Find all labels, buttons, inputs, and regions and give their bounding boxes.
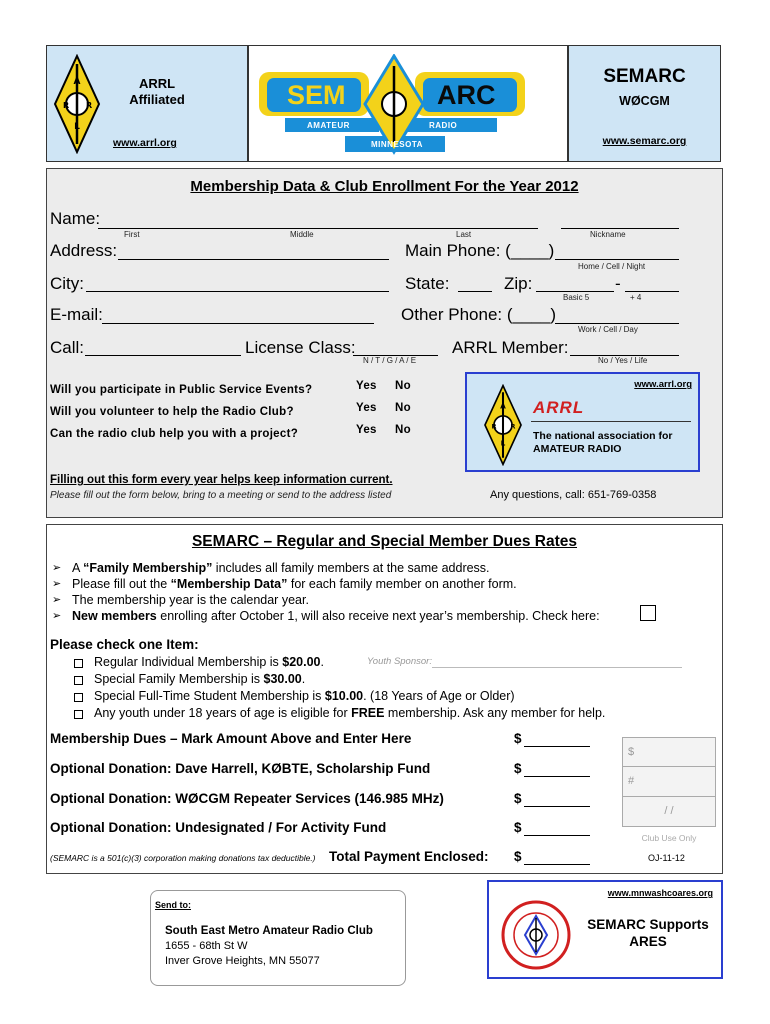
email-label: E-mail: bbox=[50, 305, 103, 324]
bullet-item: ➢ The membership year is the calendar year. bbox=[48, 592, 718, 608]
club-use-label: Club Use Only bbox=[641, 833, 697, 843]
club-use-box bbox=[622, 737, 716, 849]
email-input-line[interactable] bbox=[102, 323, 374, 324]
check-one-heading: Please check one Item: bbox=[50, 637, 199, 652]
arrl-association-box bbox=[465, 372, 700, 472]
dollar-sign: $ bbox=[514, 849, 522, 864]
logo-sem-text: SEM bbox=[287, 80, 346, 110]
semarc-url-link[interactable]: www.semarc.org bbox=[602, 135, 687, 147]
repeater-donation-amount[interactable] bbox=[524, 806, 590, 807]
repeater-donation-label: Optional Donation: WØCGM Repeater Services (146.985 MHz) bbox=[50, 791, 444, 806]
form-instructions: Please fill out the form below, bring to a meeting or send to the address listed bbox=[50, 490, 392, 501]
license-class-label: License Class: bbox=[245, 338, 356, 357]
form-note: Filling out this form every year helps keep information current. bbox=[50, 474, 393, 486]
svg-text:R: R bbox=[510, 422, 516, 431]
other-phone-hint: Work / Cell / Day bbox=[578, 325, 638, 334]
ares-line2: ARES bbox=[629, 934, 667, 949]
no-option[interactable]: No bbox=[395, 402, 411, 414]
ares-line1: SEMARC Supports bbox=[587, 917, 709, 932]
zip-input-line[interactable] bbox=[536, 291, 614, 292]
membership-dues-label: Membership Dues – Mark Amount Above and Enter Here bbox=[50, 731, 412, 746]
dollar-sign: $ bbox=[514, 761, 522, 776]
form-code: OJ-11-12 bbox=[648, 853, 685, 863]
membership-dues-amount[interactable] bbox=[524, 746, 590, 747]
city-input-line[interactable] bbox=[86, 291, 389, 292]
send-to-label: Send to: bbox=[155, 900, 191, 910]
arrl-diamond-icon bbox=[483, 384, 523, 466]
volunteer-questions bbox=[50, 380, 430, 446]
arrl-diamond-icon bbox=[53, 54, 101, 154]
question-row bbox=[50, 424, 430, 446]
ares-support-box bbox=[487, 880, 723, 979]
last-name-hint: Last bbox=[456, 230, 472, 239]
total-payment-amount[interactable] bbox=[524, 864, 590, 865]
semarc-logo-panel bbox=[248, 45, 568, 162]
zip4-input-line[interactable] bbox=[625, 291, 679, 292]
arrl-url-link[interactable]: www.arrl.org bbox=[113, 137, 177, 149]
nickname-input-line[interactable] bbox=[561, 228, 679, 229]
question-text: Will you participate in Public Service Events? bbox=[50, 384, 313, 396]
other-phone-label: Other Phone: (____) bbox=[401, 305, 556, 324]
send-org-name: South East Metro Amateur Radio Club bbox=[165, 925, 373, 937]
first-name-hint: First bbox=[124, 230, 140, 239]
logo-amateur-text: AMATEUR bbox=[307, 121, 350, 130]
main-phone-hint: Home / Cell / Night bbox=[578, 262, 646, 271]
send-street: 1655 - 68th St W bbox=[165, 940, 248, 952]
activity-donation-label: Optional Donation: Undesignated / For Activity Fund bbox=[50, 820, 387, 835]
semarc-name: SEMARC bbox=[603, 66, 686, 87]
address-label: Address: bbox=[50, 241, 118, 260]
send-to-box bbox=[150, 890, 406, 986]
state-input-line[interactable] bbox=[458, 291, 492, 292]
activity-donation-amount[interactable] bbox=[524, 835, 590, 836]
no-option[interactable]: No bbox=[395, 380, 411, 392]
call-label: Call: bbox=[50, 338, 85, 357]
svg-text:R: R bbox=[491, 422, 497, 431]
youth-sponsor-label: Youth Sponsor: bbox=[367, 656, 432, 667]
name-input-line[interactable] bbox=[98, 228, 538, 229]
arrl-affiliated-panel bbox=[46, 45, 248, 162]
send-city: Inver Grove Heights, MN 55077 bbox=[165, 955, 320, 967]
state-label: State: bbox=[405, 274, 450, 293]
scholarship-donation-amount[interactable] bbox=[524, 776, 590, 777]
no-option[interactable]: No bbox=[395, 424, 411, 436]
arrl-label: ARRL bbox=[138, 76, 176, 91]
arrl-box-url-link[interactable]: www.arrl.org bbox=[634, 379, 692, 390]
ares-support-text bbox=[577, 916, 719, 950]
club-amount-cell: $ bbox=[622, 737, 716, 767]
semarc-callsign: WØCGM bbox=[619, 94, 670, 108]
city-label: City: bbox=[50, 274, 84, 293]
question-text: Can the radio club help you with a project? bbox=[50, 428, 299, 440]
svg-text:L: L bbox=[74, 122, 80, 132]
svg-text:A: A bbox=[73, 77, 81, 87]
youth-sponsor-line[interactable] bbox=[432, 667, 682, 668]
dollar-sign: $ bbox=[514, 820, 522, 835]
question-text: Will you volunteer to help the Radio Club? bbox=[50, 406, 294, 418]
zip-label: Zip: bbox=[504, 274, 533, 293]
middle-name-hint: Middle bbox=[290, 230, 314, 239]
ares-url-link[interactable]: www.mnwashcoares.org bbox=[607, 888, 713, 898]
dollar-sign: $ bbox=[514, 791, 522, 806]
arrl-box-tagline: The national association for bbox=[533, 430, 673, 442]
total-payment-label: Total Payment Enclosed: bbox=[329, 849, 489, 864]
main-phone-input-line[interactable] bbox=[555, 259, 679, 260]
name-label: Name: bbox=[50, 209, 101, 228]
ares-seal-icon bbox=[501, 900, 571, 970]
question-row bbox=[50, 380, 430, 402]
new-member-checkbox[interactable] bbox=[640, 605, 656, 621]
dues-title: SEMARC – Regular and Special Member Dues Rates bbox=[191, 533, 578, 550]
zip-basic-hint: Basic 5 bbox=[563, 293, 590, 302]
logo-radio-text: RADIO bbox=[429, 121, 458, 130]
logo-arc-text: ARC bbox=[437, 80, 496, 110]
membership-option[interactable]: Special Family Membership is $30.00. bbox=[48, 671, 718, 688]
dollar-sign: $ bbox=[514, 731, 522, 746]
yes-option[interactable]: Yes bbox=[356, 424, 377, 436]
arrl-affiliated-text bbox=[127, 76, 187, 108]
membership-option[interactable]: Regular Individual Membership is $20.00. bbox=[48, 654, 718, 671]
contact-phone: Any questions, call: 651-769-0358 bbox=[490, 489, 657, 501]
arrl-box-name: ARRL bbox=[533, 398, 585, 417]
club-number-cell: # bbox=[622, 767, 716, 797]
call-input-line[interactable] bbox=[85, 355, 241, 356]
nickname-hint: Nickname bbox=[590, 230, 626, 239]
arrl-member-hint: No / Yes / Life bbox=[598, 356, 648, 365]
svg-text:R: R bbox=[63, 101, 70, 110]
form-title: Membership Data & Club Enrollment For the Year 2012 bbox=[190, 178, 579, 195]
membership-option[interactable]: Special Full-Time Student Membership is $10.00. (18 Years of Age or Older) bbox=[48, 688, 718, 705]
zip-plus4-hint: + 4 bbox=[630, 293, 642, 302]
address-input-line[interactable] bbox=[118, 259, 389, 260]
main-phone-label: Main Phone: (____) bbox=[405, 241, 555, 260]
tax-deductible-note: (SEMARC is a 501(c)(3) corporation making donations tax deductible.) bbox=[50, 853, 316, 863]
affiliated-label: Affiliated bbox=[129, 92, 185, 107]
arrl-box-amateur-radio: AMATEUR RADIO bbox=[533, 443, 622, 455]
bullet-item: ➢ New members enrolling after October 1, will also receive next year’s membership. Check here: bbox=[48, 608, 718, 624]
bullet-item: ➢ A “Family Membership” includes all family members at the same address. bbox=[48, 560, 718, 576]
question-row bbox=[50, 402, 430, 424]
yes-option[interactable]: Yes bbox=[356, 380, 377, 392]
bullet-item: ➢ Please fill out the “Membership Data” for each family member on another form. bbox=[48, 576, 718, 592]
arrl-member-label: ARRL Member: bbox=[452, 338, 569, 357]
membership-option[interactable]: Any youth under 18 years of age is eligible for FREE membership. Ask any member for help. bbox=[48, 705, 718, 722]
other-phone-input-line[interactable] bbox=[555, 323, 679, 324]
club-date-cell: / / bbox=[622, 797, 716, 827]
semarc-info-panel bbox=[568, 45, 721, 162]
dues-bullet-list bbox=[48, 560, 718, 624]
svg-text:R: R bbox=[86, 101, 93, 110]
svg-text:L: L bbox=[500, 438, 506, 448]
logo-minnesota-text: MINNESOTA bbox=[371, 140, 423, 149]
scholarship-donation-label: Optional Donation: Dave Harrell, KØBTE, Scholarship Fund bbox=[50, 761, 431, 776]
license-class-hint: N / T / G / A / E bbox=[363, 356, 417, 365]
svg-text:A: A bbox=[500, 401, 506, 411]
yes-option[interactable]: Yes bbox=[356, 402, 377, 414]
